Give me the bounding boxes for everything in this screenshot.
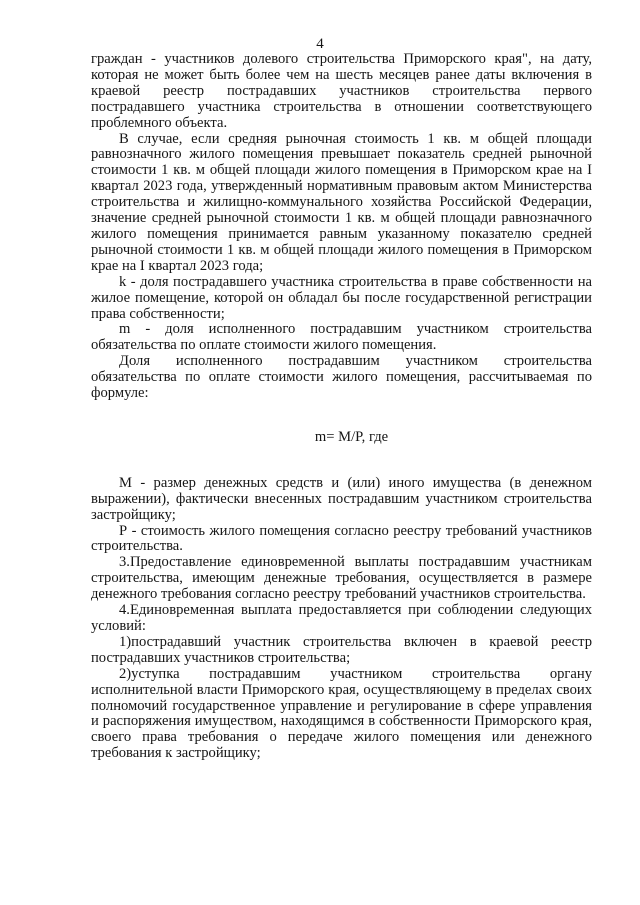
paragraph-item-4: 4.Единовременная выплата предоставляется при соблюдении следующих условий: <box>91 602 592 634</box>
document-body <box>91 52 592 762</box>
paragraph-share-formula-intro: Доля исполненного пострадавшим участником строительства обязательства по оплате стоимости жилого помещения, рассчитываемая по формуле: <box>91 353 592 402</box>
paragraph-item-3: 3.Предоставление единовременной выплаты пострадавшим участникам строительства, имеющим денежные требования, осуществляется в размере денежного требования согласно реестру требований участников строительства. <box>91 554 592 603</box>
paragraph-M-definition: М - размер денежных средств и (или) иного имущества (в денежном выражении), фактически внесенных пострадавшим участником строительства застройщику; <box>91 474 592 523</box>
paragraph-condition-2: 2)уступка пострадавшим участником строительства органу исполнительной власти Приморского края, осуществляющему в пределах своих полномочий государственное управление и регулирование в сфере управления и распоряжения имуществом, находящимся в собственности Приморского края, своего права требования о передаче жилого помещения или денежного требования к застройщику; <box>91 665 592 762</box>
paragraph-market-cost: В случае, если средняя рыночная стоимость 1 кв. м общей площади равнозначного жилого помещения превышает показатель средней рыночной стоимости 1 кв. м общей площади жилого помещения в Приморском крае на I квартал 2023 года, утвержденный нормативным правовым актом Министерства строительства и жилищно-коммунального хозяйства Российской Федерации, значение средней рыночной стоимости 1 кв. м общей площади равнозначного жилого помещения принимается равным указанному показателю средней рыночной стоимости 1 кв. м общей площади жилого помещения в Приморском крае на I квартал 2023 года; <box>91 130 592 274</box>
paragraph-P-definition: Р - стоимость жилого помещения согласно реестру требований участников строительства. <box>91 522 592 555</box>
formula: m= M/P, где <box>314 428 389 445</box>
paragraph-m-definition: m - доля исполненного пострадавшим участником строительства обязательства по оплате стоимости жилого помещения. <box>91 321 592 354</box>
paragraph-condition-1: 1)пострадавший участник строительства включен в краевой реестр пострадавших участников строительства; <box>91 633 592 666</box>
paragraph-k-definition: k - доля пострадавшего участника строительства в праве собственности на жилое помещение, которой он обладал бы после государственной регистрации права собственности; <box>91 273 592 322</box>
paragraph-intro-continuation: граждан - участников долевого строительства Приморского края", на дату, которая не может быть более чем на шесть месяцев ранее даты включения в краевой реестр пострадавших участников строительства первого пострадавшего участника строительства в отношении соответствующего проблемного объекта. <box>91 51 592 131</box>
page-number: 4 <box>316 36 324 52</box>
